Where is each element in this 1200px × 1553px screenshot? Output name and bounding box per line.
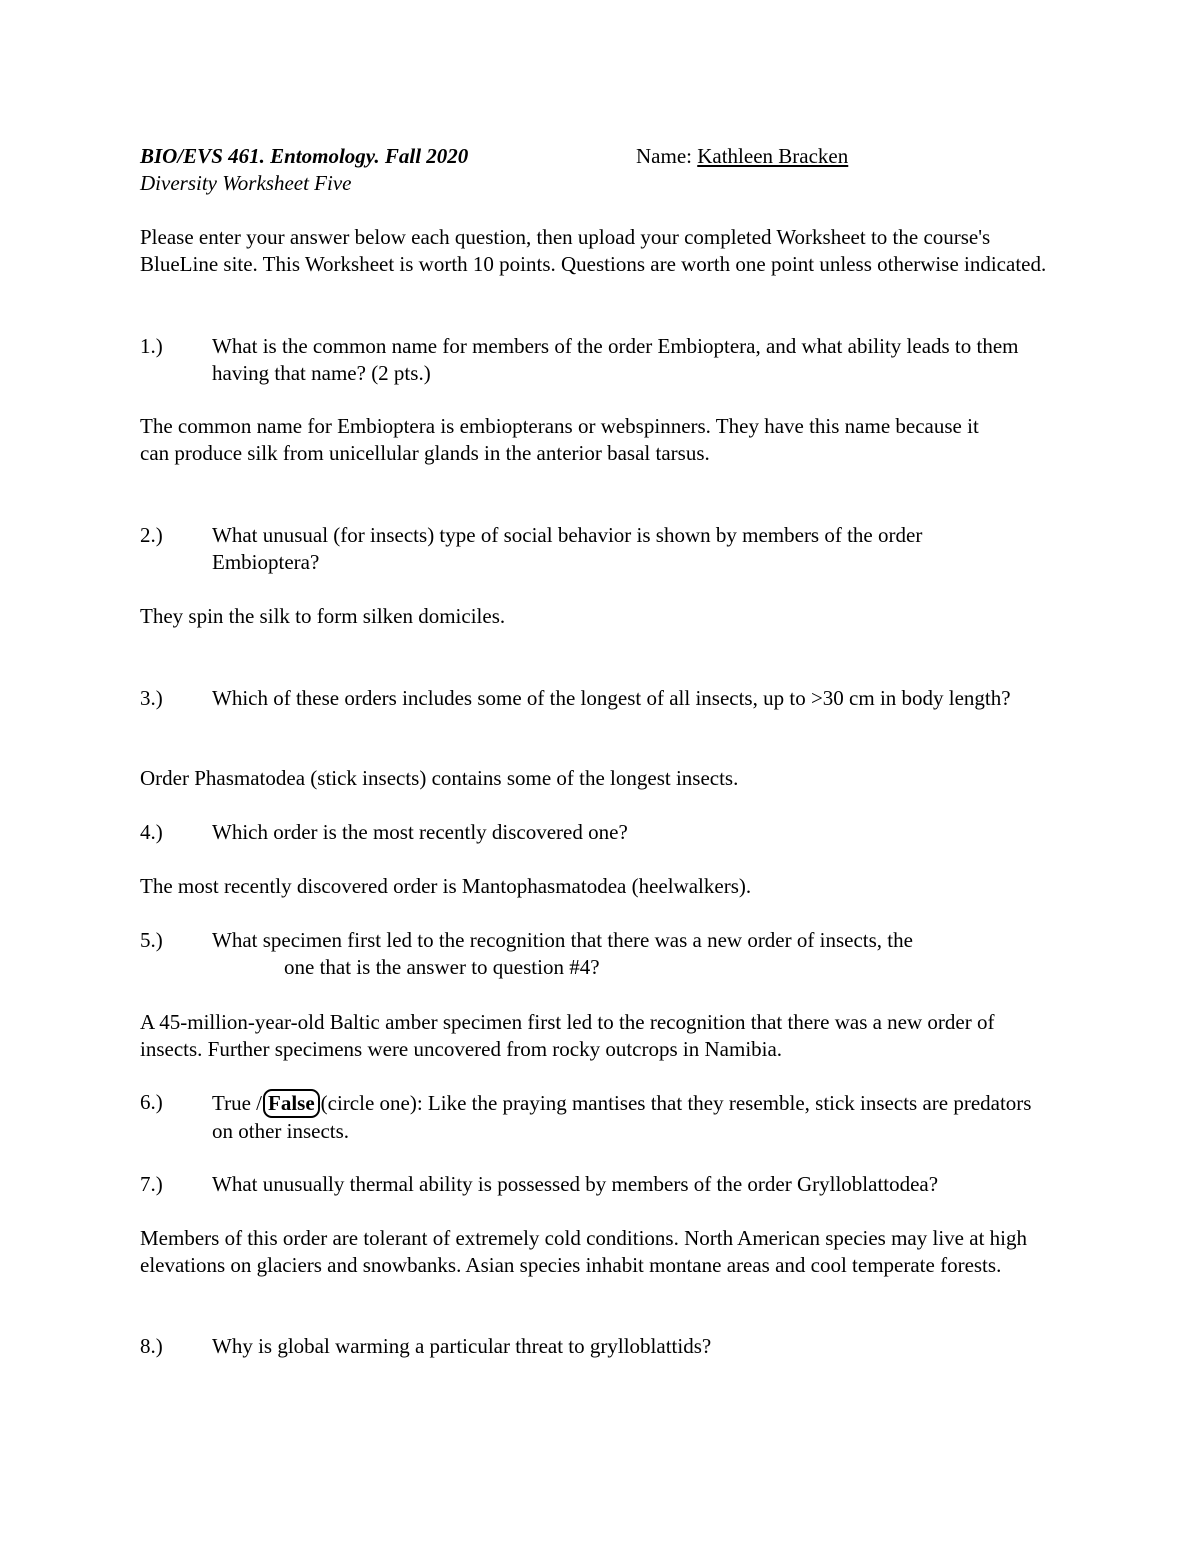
question-6-rest: (circle one): Like the praying mantises that they resemble, stick insects are predators on other insects.	[212, 1091, 1032, 1143]
question-text-7: What unusually thermal ability is possessed by members of the order Grylloblattodea?	[212, 1172, 939, 1196]
question-text-5	[212, 927, 1092, 981]
question-number-4: 4.)	[140, 820, 163, 844]
question-number-2: 2.)	[140, 523, 163, 547]
question-text-4: Which order is the most recently discovered one?	[212, 820, 628, 844]
option-separator: /	[256, 1091, 262, 1115]
name-value: Kathleen Bracken	[697, 144, 849, 168]
option-true[interactable]: True	[212, 1091, 251, 1115]
question-number-7: 7.)	[140, 1172, 163, 1196]
question-text-8: Why is global warming a particular threat to grylloblattids?	[212, 1334, 712, 1358]
question-number-8: 8.)	[140, 1334, 163, 1358]
course-title: BIO/EVS 461. Entomology. Fall 2020	[140, 144, 469, 168]
answer-7: Members of this order are tolerant of extremely cold conditions. North American species may live at high elevations on glaciers and snowbanks. Asian species inhabit montane areas and cool temperate forests.	[140, 1226, 1027, 1277]
answer-2: They spin the silk to form silken domiciles.	[140, 604, 506, 628]
question-number-1: 1.)	[140, 334, 163, 358]
name-label: Name:	[636, 144, 698, 168]
answer-1: The common name for Embioptera is embiopterans or webspinners. They have this name because it can produce silk from unicellular glands in the anterior basal tarsus.	[140, 414, 979, 465]
question-text-5-line2: one that is the answer to question #4?	[284, 955, 600, 979]
question-text-1: What is the common name for members of the order Embioptera, and what ability leads to them having that name? (2 pts.)	[212, 334, 1019, 385]
question-text-2: What unusual (for insects) type of social behavior is shown by members of the order Embioptera?	[212, 523, 923, 574]
answer-4: The most recently discovered order is Mantophasmatodea (heelwalkers).	[140, 874, 752, 898]
name-field	[636, 143, 848, 170]
question-text-6	[212, 1089, 1032, 1145]
option-false-circled[interactable]: False	[263, 1089, 320, 1118]
worksheet-subtitle: Diversity Worksheet Five	[140, 171, 352, 195]
question-text-5-line1: What specimen first led to the recognition that there was a new order of insects, the	[212, 928, 913, 952]
instructions: Please enter your answer below each question, then upload your completed Worksheet to the course's BlueLine site. This Worksheet is worth 10 points. Questions are worth one point unless otherwise indicated.	[140, 225, 1047, 276]
answer-3: Order Phasmatodea (stick insects) contains some of the longest insects.	[140, 766, 739, 790]
answer-5: A 45-million-year-old Baltic amber specimen first led to the recognition that there was a new order of insects. Further specimens were uncovered from rocky outcrops in Namibia.	[140, 1010, 995, 1061]
question-number-6: 6.)	[140, 1090, 163, 1114]
question-number-3: 3.)	[140, 686, 163, 710]
question-text-3: Which of these orders includes some of the longest of all insects, up to >30 cm in body length?	[212, 686, 1011, 710]
question-number-5: 5.)	[140, 928, 163, 952]
